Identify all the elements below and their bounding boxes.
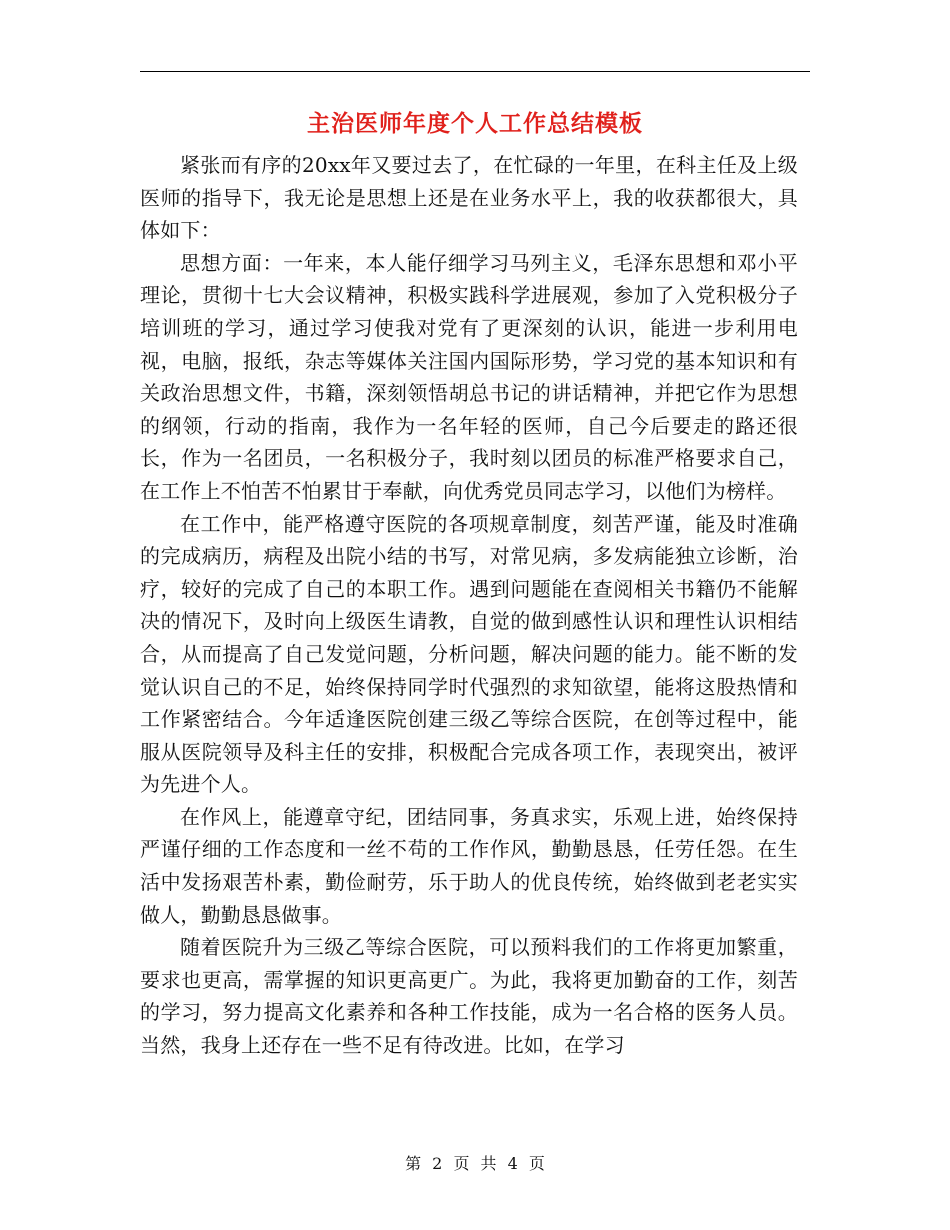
document-title: 主治医师年度个人工作总结模板 (307, 111, 643, 137)
paragraph-work: 在工作中，能严格遵守医院的各项规章制度，刻苦严谨，能及时准确的完成病历，病程及出院小结的书写，对常见病，多发病能独立诊断，治疗，较好的完成了自己的本职工作。遇到问题能在查阅相关书籍仍不能解决的情况下，及时向上级医生请教，自觉的做到感性认识和理性认识相结合，从而提高了自己发觉问题，分析问题，解决问题的能力。能不断的发觉认识自己的不足，始终保持同学时代强烈的求知欲望，能将这股热情和工作紧密结合。今年适逢医院创建三级乙等综合医院，在创等过程中，能服从医院领导及科主任的安排，积极配合完成各项工作，表现突出，被评为先进个人。 (140, 511, 798, 797)
page-number: 第 2 页 共 4 页 (405, 1154, 545, 1173)
paragraph-intro: 紧张而有序的20xx年又要过去了，在忙碌的一年里，在科主任及上级医师的指导下，我无论是思想上还是在业务水平上，我的收获都很大，具体如下： (140, 153, 798, 243)
paragraph-outlook: 随着医院升为三级乙等综合医院，可以预料我们的工作将更加繁重，要求也更高，需掌握的知识更高更广。为此，我将更加勤奋的工作，刻苦的学习，努力提高文化素养和各种工作技能，成为一名合格的医务人员。当然，我身上还存在一些不足有待改进。比如，在学习 (140, 935, 798, 1058)
paragraph-conduct: 在作风上，能遵章守纪，团结同事，务真求实，乐观上进，始终保持严谨仔细的工作态度和一丝不苟的工作作风，勤勤恳恳，任劳任怨。在生活中发扬艰苦朴素，勤俭耐劳，乐于助人的优良传统，始终做到老老实实做人，勤勤恳恳做事。 (140, 804, 798, 927)
paragraph-thought: 思想方面：一年来，本人能仔细学习马列主义，毛泽东思想和邓小平理论，贯彻十七大会议精神，积极实践科学进展观，参加了入党积极分子培训班的学习，通过学习使我对党有了更深刻的认识，能进一步利用电视，电脑，报纸，杂志等媒体关注国内国际形势，学习党的基本知识和有关政治思想文件，书籍，深刻领悟胡总书记的讲话精神，并把它作为思想的纲领，行动的指南，我作为一名年轻的医师，自己今后要走的路还很长，作为一名团员，一名积极分子，我时刻以团员的标准严格要求自己，在工作上不怕苦不怕累甘于奉献，向优秀党员同志学习，以他们为榜样。 (140, 250, 798, 503)
document-body (140, 149, 798, 1062)
header-rule (140, 71, 810, 72)
